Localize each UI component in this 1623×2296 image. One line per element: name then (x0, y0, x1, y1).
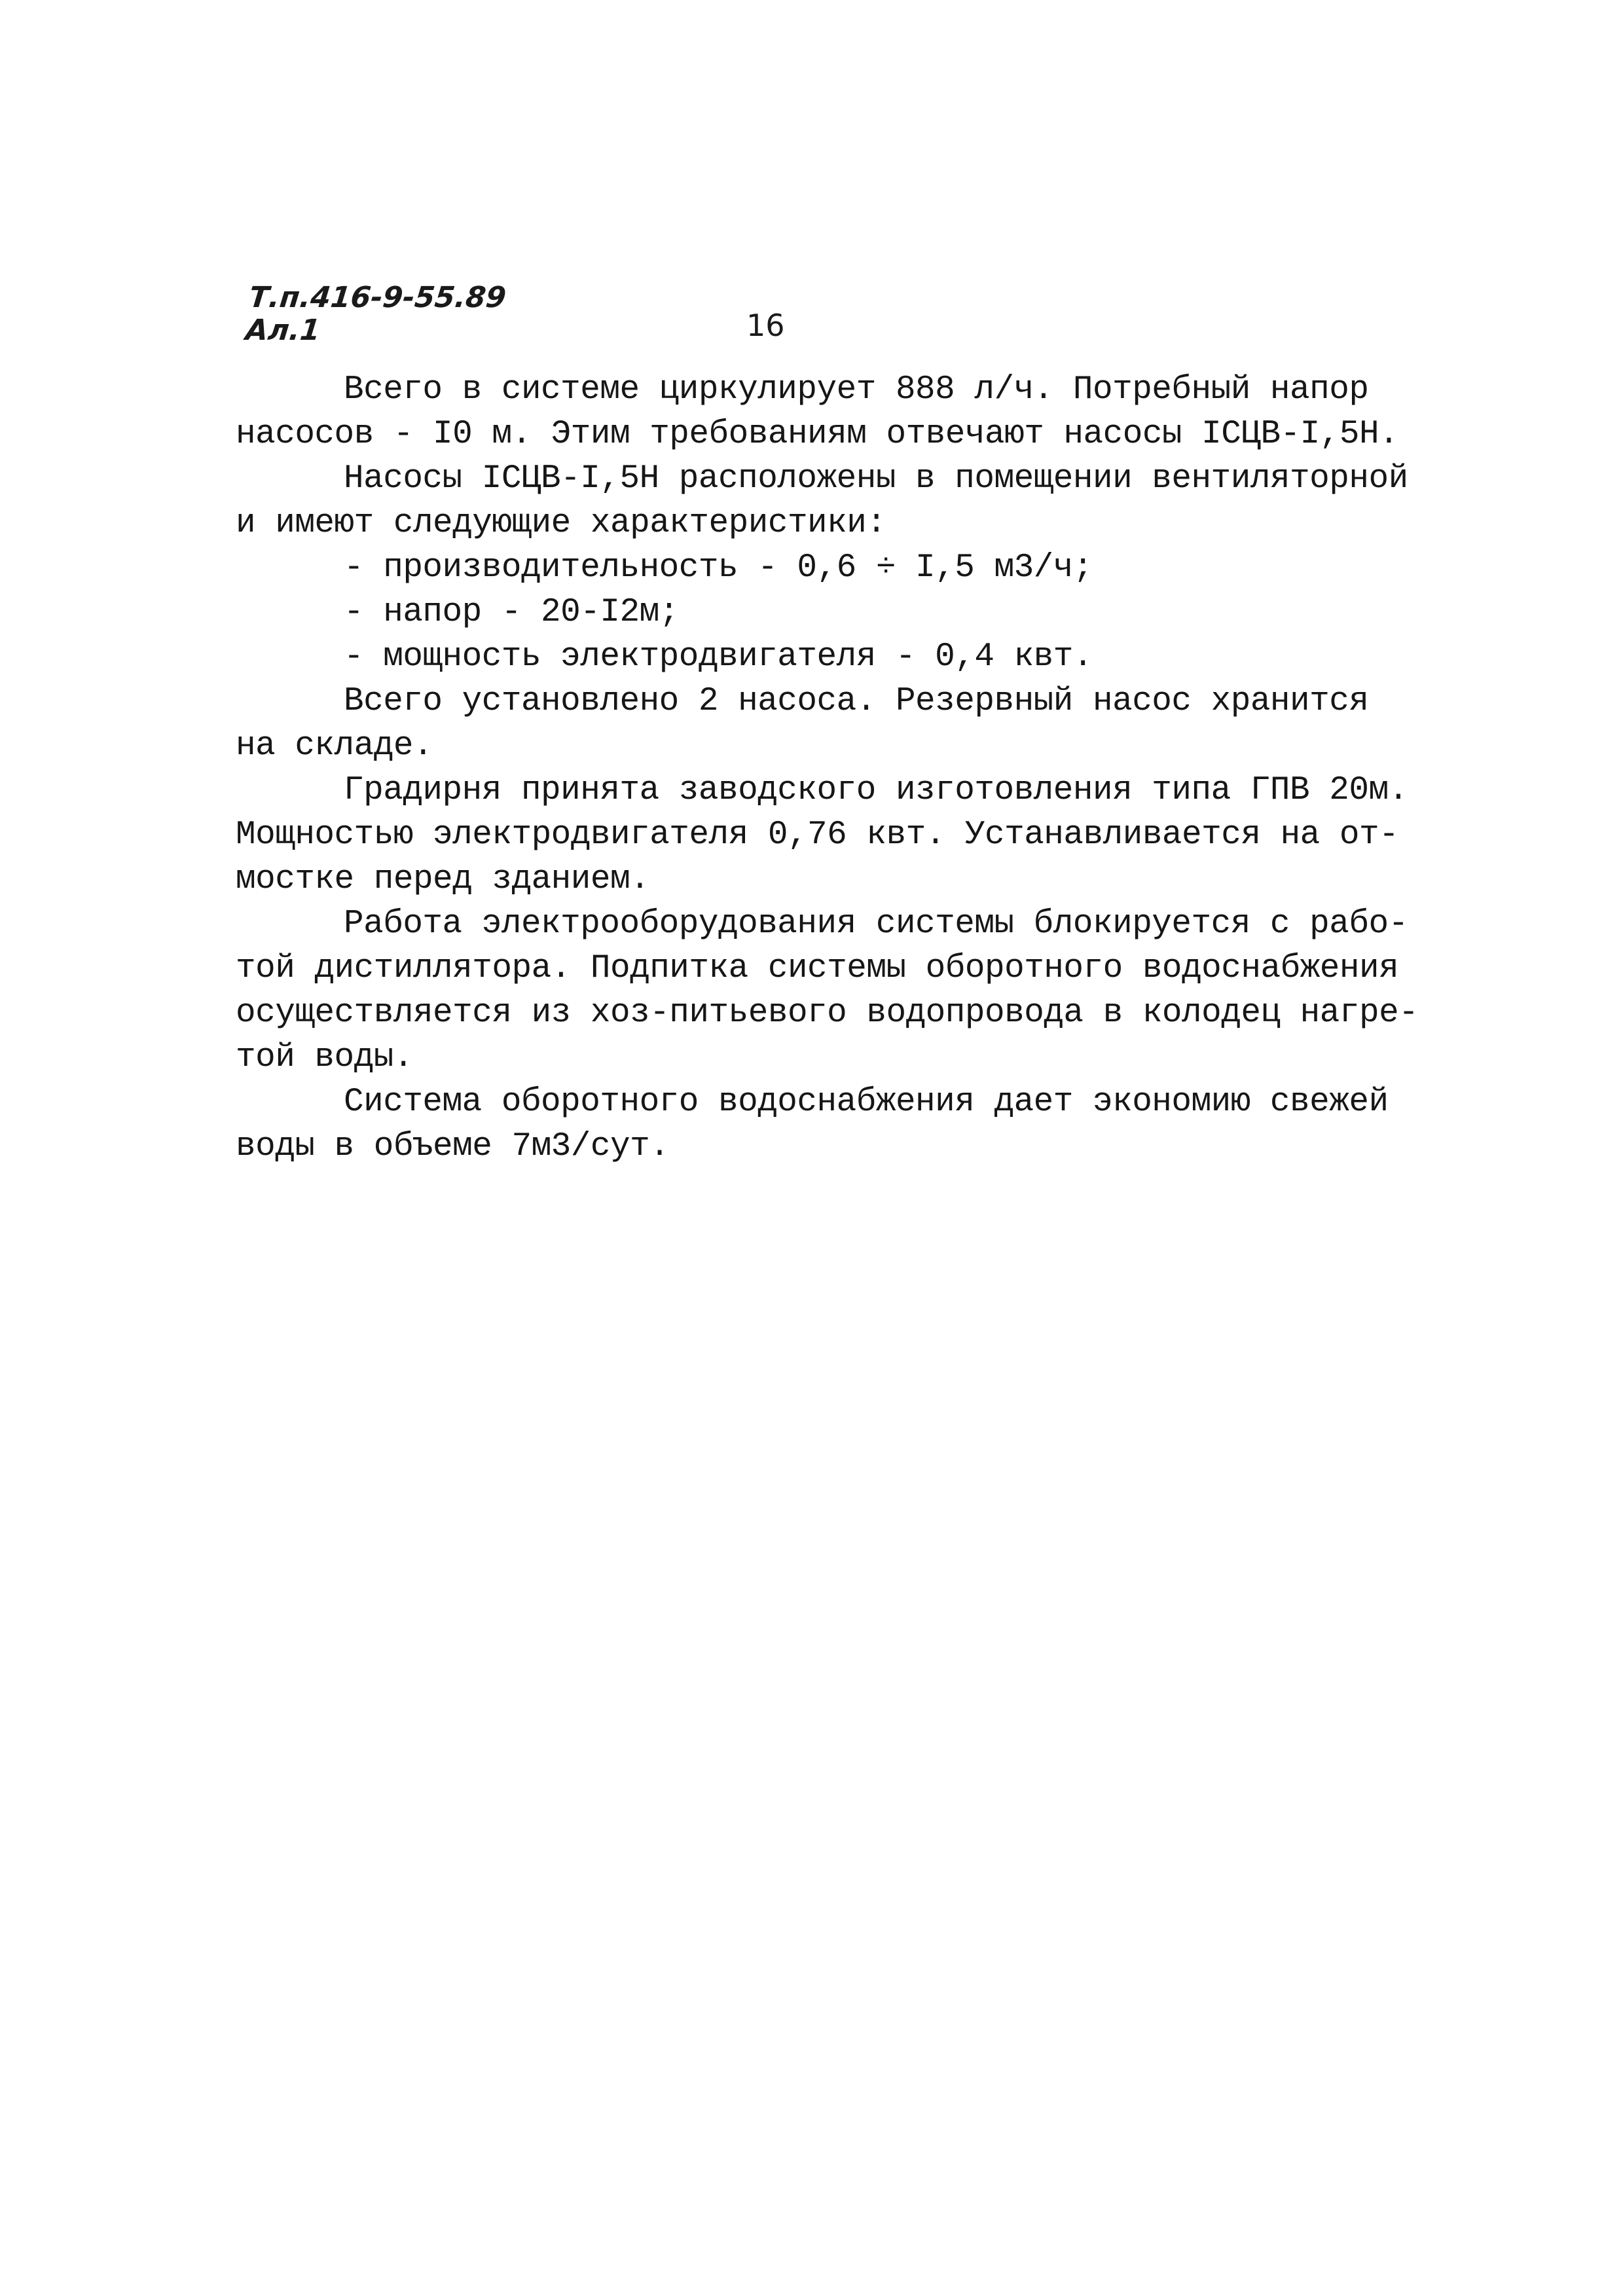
list-item: - напор - 20-I2м; (344, 594, 679, 631)
text-line: Насосы IСЦВ-I,5Н расположены в помещении вентиляторной (344, 460, 1408, 498)
text-line: и имеют следующие характеристики: (236, 505, 886, 542)
text-line: на складе. (236, 727, 433, 765)
text-line: Всего в системе циркулирует 888 л/ч. Потребный напор (344, 371, 1369, 409)
text-line: Всего установлено 2 насоса. Резервный насос хранится (344, 683, 1369, 720)
list-item: - производительность - 0,6 ÷ I,5 м3/ч; (344, 549, 1093, 587)
document-body (236, 368, 1419, 1169)
document-code: Т.п.416-9-55.89 (247, 281, 508, 314)
text-line: Работа электрооборудования системы блокируется с рабо- (344, 905, 1408, 943)
text-line: Градирня принята заводского изготовления типа ГПВ 20м. (344, 772, 1408, 809)
text-line: осуществляется из хоз-питьевого водопровода в колодец нагре- (236, 994, 1419, 1032)
text-line: Мощностью электродвигателя 0,76 квт. Устанавливается на от- (236, 816, 1399, 854)
page-number: 16 (746, 308, 785, 343)
text-line: той воды. (236, 1039, 413, 1076)
text-line: воды в объеме 7м3/сут. (236, 1128, 670, 1165)
text-line: Система оборотного водоснабжения дает экономию свежей (344, 1084, 1389, 1121)
document-code-stamp (244, 282, 508, 347)
text-line: той дистиллятора. Подпитка системы оборотного водоснабжения (236, 950, 1399, 987)
list-item: - мощность электродвигателя - 0,4 квт. (344, 638, 1093, 676)
sheet-label: Ал.1 (244, 314, 322, 347)
text-line: мостке перед зданием. (236, 861, 650, 898)
text-line: насосов - I0 м. Этим требованиям отвечают насосы IСЦВ-I,5Н. (236, 416, 1399, 453)
